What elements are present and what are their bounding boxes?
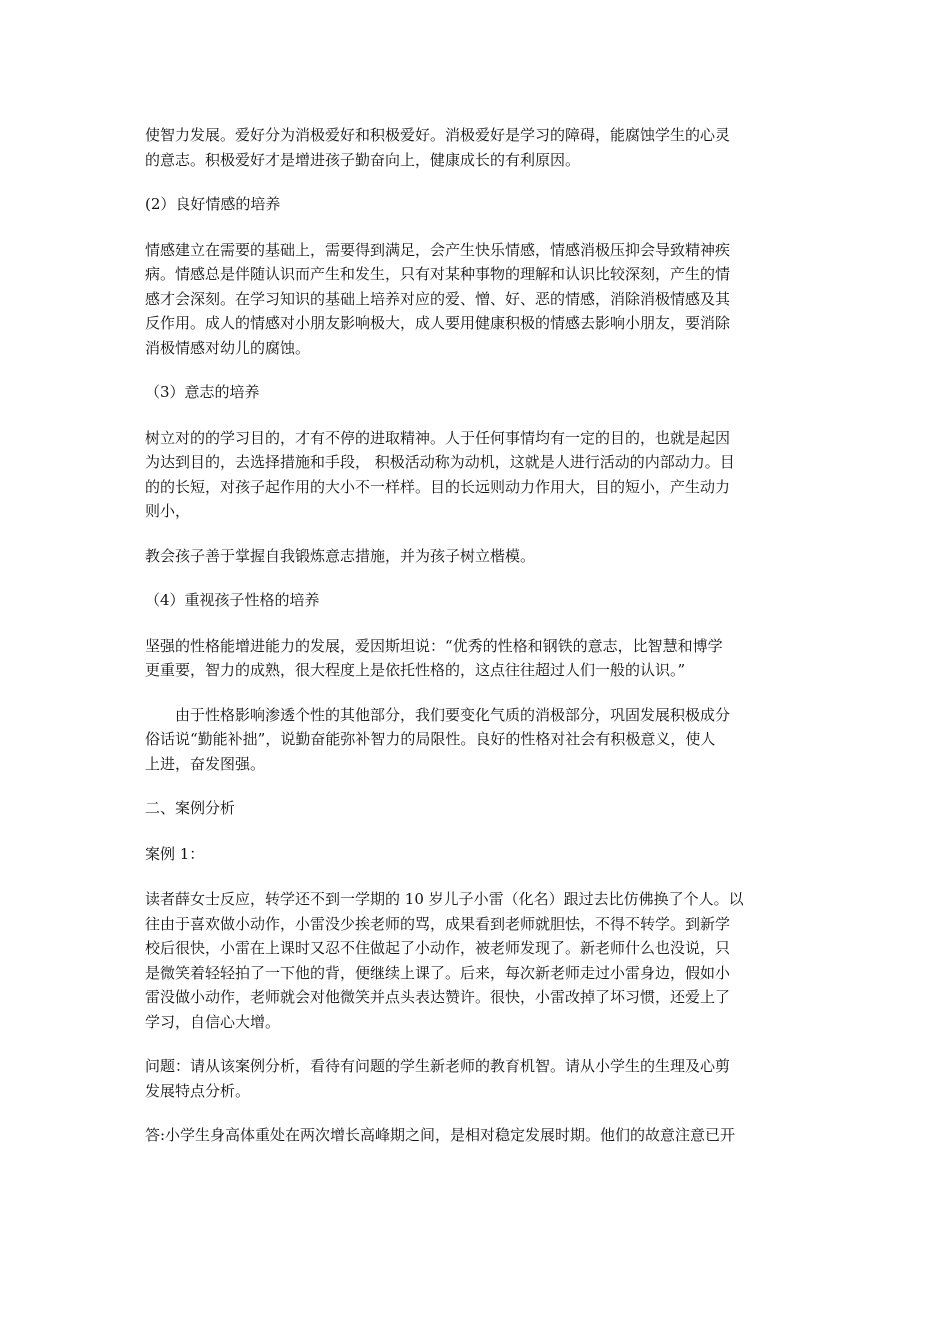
text-line: 使智力发展。爱好分为消极爱好和积极爱好。消极爱好是学习的障碍，能腐蚀学生的心灵 (145, 126, 731, 144)
paragraph-will (145, 426, 813, 524)
text-line: 反作用。成人的情感对小朋友影响极大，成人要用健康积极的情感去影响小朋友，要消除 (145, 314, 731, 332)
text-line: 教会孩子善于掌握自我锻炼意志措施，并为孩子树立楷模。 (145, 546, 536, 565)
text-line: 发展特点分析。 (145, 1081, 251, 1100)
text-line: 往由于喜欢做小动作，小雷没少挨老师的骂，成果看到老师就胆怯，不得不转学。到新学 (145, 914, 731, 933)
text-line: 情感建立在需要的基础上，需要得到满足，会产生快乐情感，情感消极压抑会导致精神疾 (145, 240, 731, 259)
section-heading-case-analysis: 二、案例分析 (145, 799, 236, 817)
text-line: 问题：请从该案例分析，看待有问题的学生新老师的教育机智。请从小学生的生理及心剪 (145, 1057, 731, 1075)
text-line: 学习，自信心大增。 (145, 1012, 281, 1031)
paragraph-character-influence (145, 703, 813, 777)
section-heading-emotion: (2）良好情感的培养 (145, 195, 281, 213)
paragraph-case-story (145, 887, 813, 1034)
text-line: 的意志。积极爱好才是增进孩子勤奋向上，健康成长的有利原因。 (145, 150, 581, 169)
case-title: 案例 1： (145, 844, 205, 863)
section-heading-will: （3）意志的培养 (145, 383, 260, 401)
text-line: 雷没做小动作，老师就会对他微笑并点头表达赞许。很快，小雷改掉了坏习惯，还爱上了 (145, 988, 731, 1006)
text-line: 消极情感对幼儿的腐蚀。 (145, 338, 311, 357)
section-heading-character: （4）重视孩子性格的培养 (145, 591, 320, 609)
text-line: 则小， (145, 502, 191, 520)
paragraph-question (145, 1054, 813, 1103)
text-line: 是微笑着轻轻拍了一下他的背，便继续上课了。后来，每次新老师走过小雷身边，假如小 (145, 963, 731, 982)
text-line: 俗话说“勤能补拙”，说勤奋能弥补智力的局限性。良好的性格对社会有积极意义，使人 (145, 730, 716, 748)
document-page (145, 123, 813, 1168)
text-line: 感才会深刻。在学习知识的基础上培养对应的爱、憎、好、恶的情感，消除消极情感及其 (145, 289, 731, 308)
paragraph-emotion (145, 238, 813, 361)
text-line: 为达到目的，去选择措施和手段， 积极活动称为动机，这就是人进行活动的内部动力。目 (145, 453, 735, 471)
text-line: 病。情感总是伴随认识而产生和发生，只有对某种事物的理解和认识比较深刻，产生的情 (145, 265, 731, 283)
text-line: 更重要，智力的成熟，很大程度上是依托性格的，这点往往超过人们一般的认识。” (145, 661, 686, 679)
text-line: 树立对的的学习目的，才有不停的进取精神。人于任何事情均有一定的目的，也就是起因 (145, 428, 731, 447)
text-line: 上进，奋发图强。 (145, 754, 266, 773)
text-line: 校后很快，小雷在上课时又忍不住做起了小动作，被老师发现了。新老师什么也没说，只 (145, 939, 731, 957)
text-line: 答:小学生身高体重处在两次增长高峰期之间，是相对稳定发展时期。他们的故意注意已开 (145, 1126, 736, 1144)
paragraph-role-model (145, 544, 813, 569)
paragraph-character-quote (145, 634, 813, 683)
text-line: 由于性格影响渗透个性的其他部分，我们要变化气质的消极部分，巩固发展积极成分 (175, 705, 731, 724)
paragraph-answer (145, 1123, 813, 1148)
text-line: 坚强的性格能增进能力的发展，爱因斯坦说：“优秀的性格和钢铁的意志，比智慧和博学 (145, 636, 723, 655)
text-line: 读者薛女士反应，转学还不到一学期的 10 岁儿子小雷（化名）跟过去比仿佛换了个人。以 (145, 890, 744, 908)
paragraph-interest (145, 123, 813, 172)
text-line: 的的长短，对孩子起作用的大小不一样样。目的长远则动力作用大，目的短小，产生动力 (145, 477, 731, 496)
